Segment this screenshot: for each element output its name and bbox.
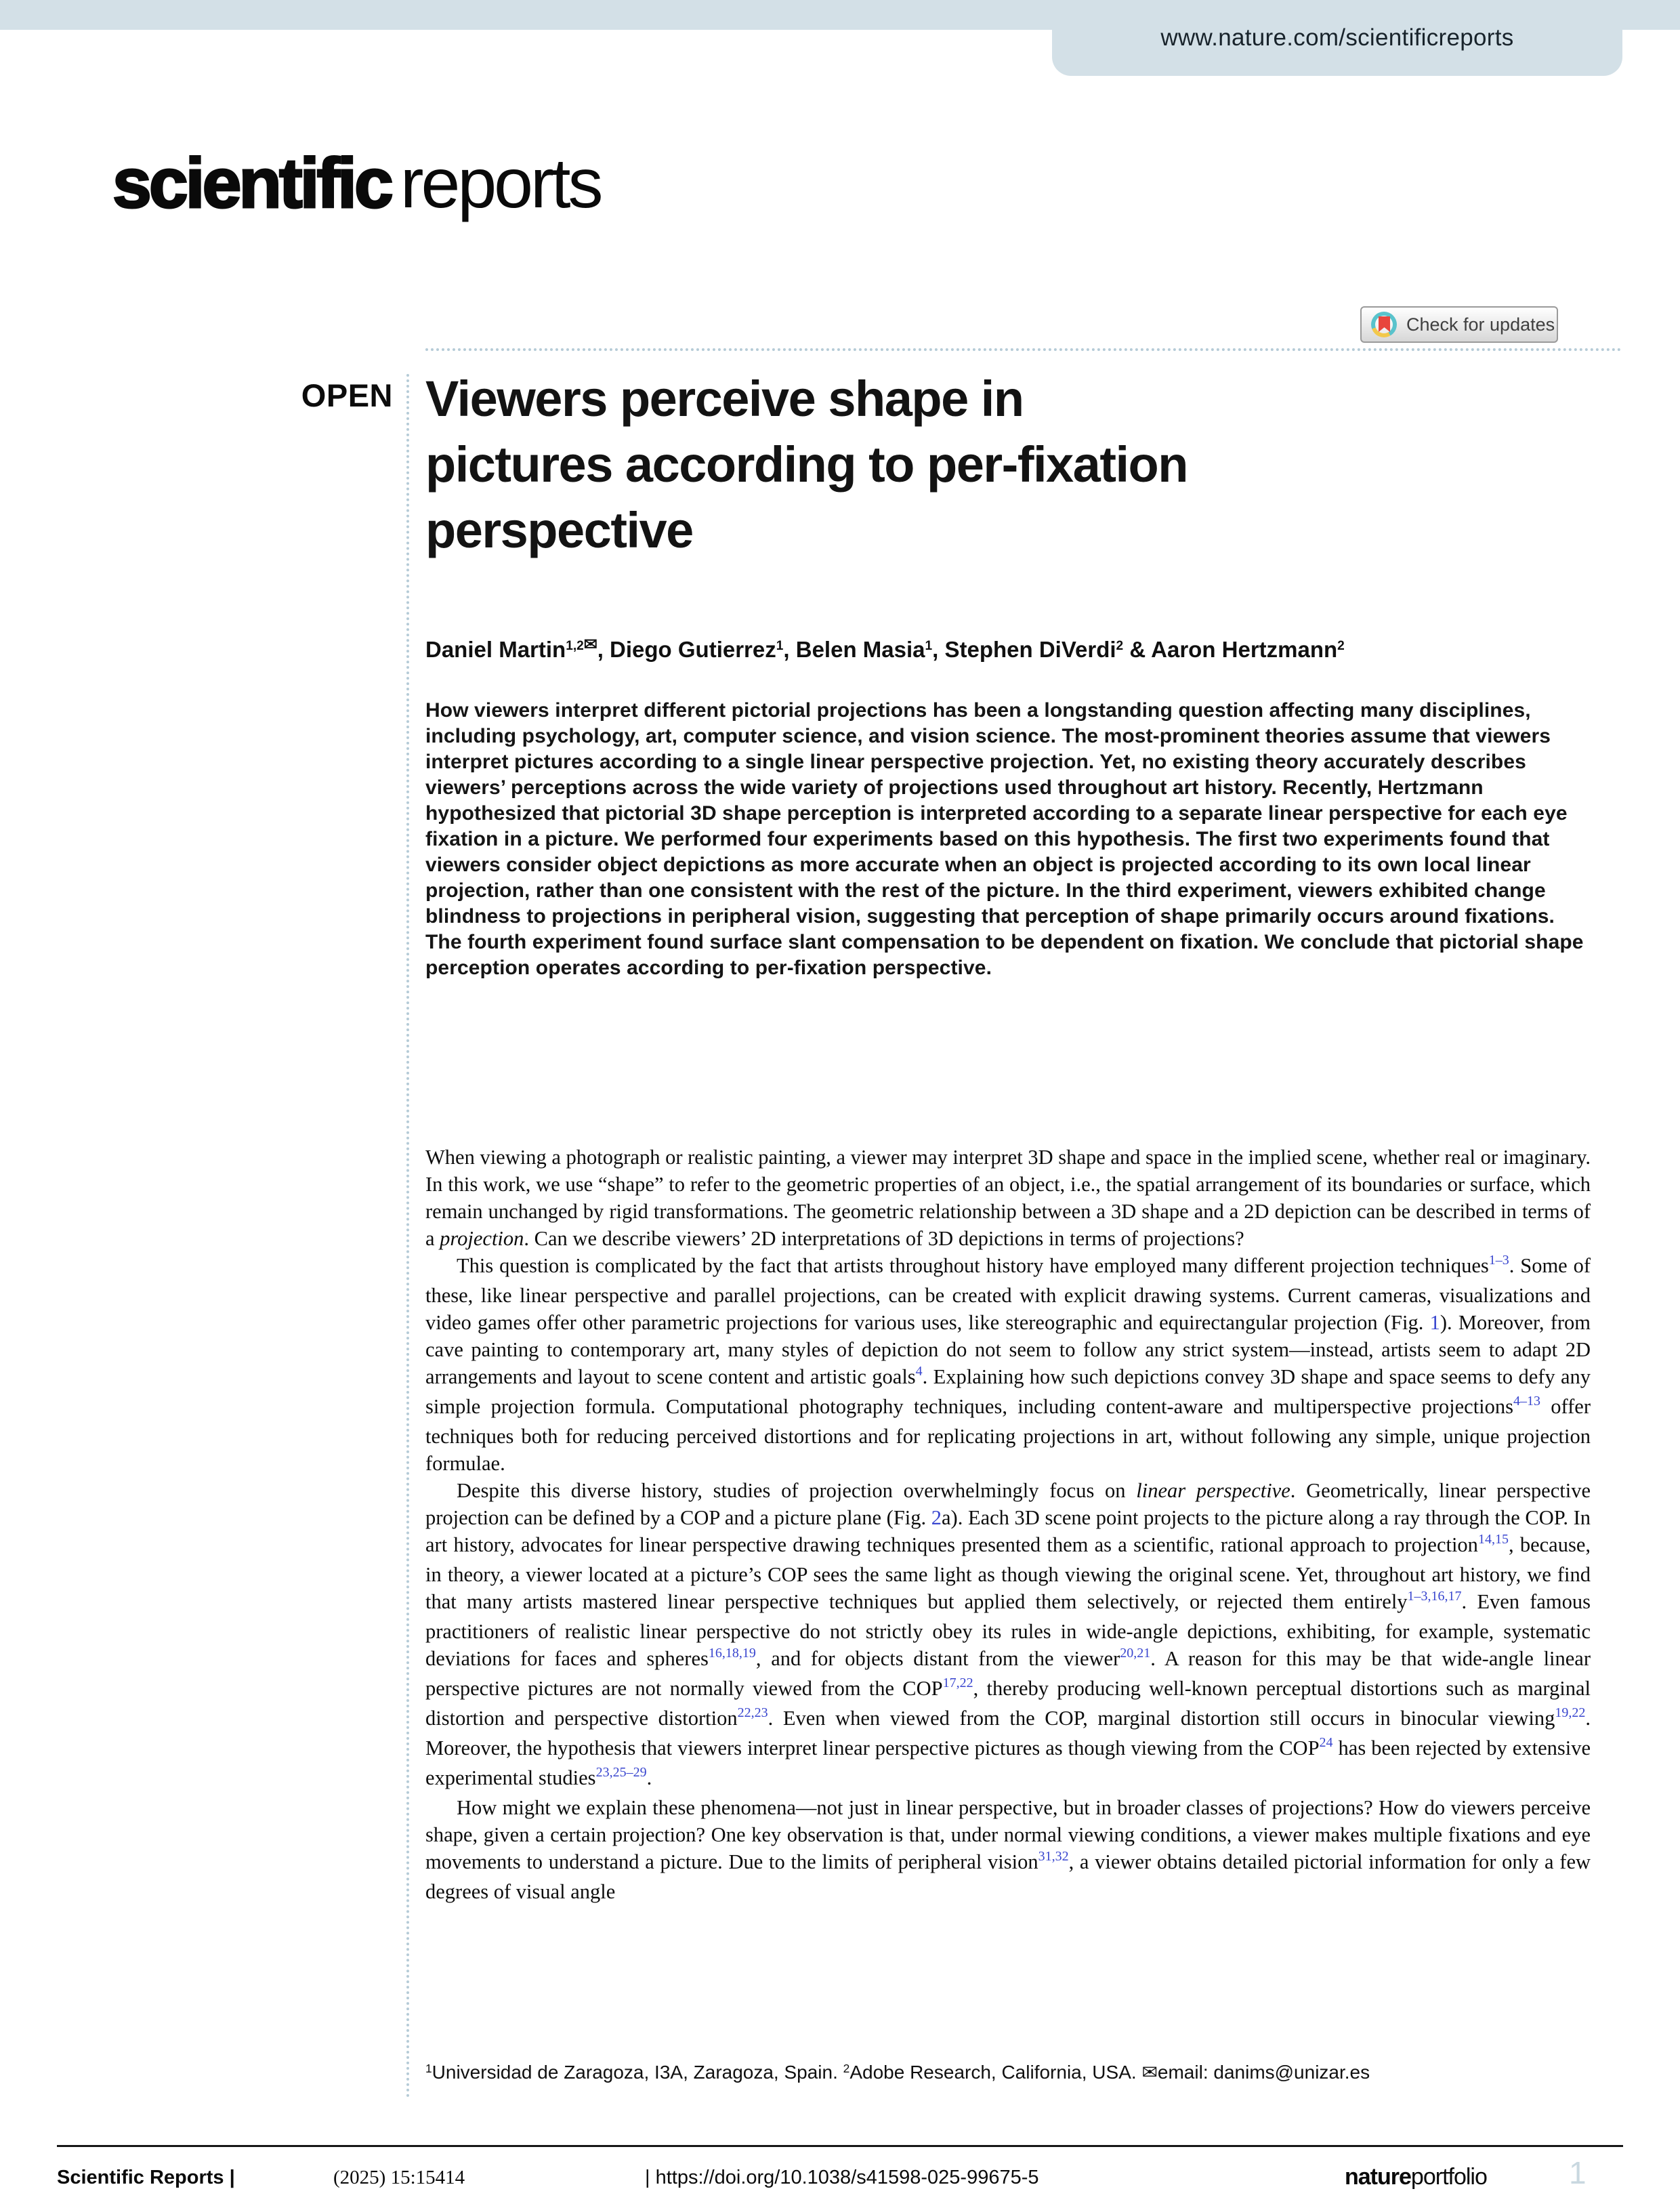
citation-link[interactable]: 4 [915,1364,923,1379]
vertical-dotted-rule [406,374,409,2099]
citation-link[interactable]: 24 [1319,1735,1333,1750]
title-line-2: pictures according to per-fixation [425,436,1188,493]
abstract-text: How viewers interpret different pictorial projections has been a longstanding question affecting many disciplines, including psychology, art, computer science, and vision science. The most-prominent theories assume that viewers interpret pictures according to a single linear perspective projection. Yet, no existing theory accurately describes viewers’ perceptions across the wide variety of projections used throughout art history. Recently, Hertzmann hypothesized that pictorial 3D shape perception is interpreted according to a separate linear perspective for each eye fixation in a picture. We performed four experiments based on this hypothesis. The first two experiments found that viewers consider object depictions as more accurate when an object is projected according to its own local linear projection, rather than one consistent with the rest of the picture. In the third experiment, viewers exhibited change blindness to projections in peripheral vision, suggesting that perception of shape primarily occurs around fixations. The fourth experiment found surface slant compensation to be dependent on fixation. We conclude that pictorial shape perception operates according to per-fixation perspective. [425,699,1584,979]
superscript-label: 2 [843,2062,850,2076]
body-paragraph [425,1144,1591,1252]
body-paragraph [425,1477,1591,1794]
text-segment: ). Moreover, from cave painting to contemporary art, many styles of depiction do not seem to follow any strict system—instead, artists seem to adapt 2D arrangements and layout to scene content and artistic goals [425,1311,1591,1388]
text-segment: . Moreover, the hypothesis that viewers interpret linear perspective pictures as though viewing from the COP [425,1707,1591,1759]
text-segment: , a viewer obtains detailed pictorial information for only a few degrees of visual angle [425,1850,1591,1903]
text-segment: offer techniques both for reducing perceived distortions and for replicating projections in art, without following any simple, unique projection formulae. [425,1395,1591,1475]
text-segment: When viewing a photograph or realistic painting, a viewer may interpret 3D shape and space in the implied scene, whether real or imaginary. In this work, we use “shape” to refer to the geometric properties of an object, i.e., the spatial arrangement of its boundaries or surface, which remain unchanged by rigid transformations. The geometric relationship between a 3D shape and a 2D depiction can be described in terms of a [425,1146,1591,1250]
text-segment: , thereby producing well-known perceptual distortions such as marginal distortion and perspective distortion [425,1677,1591,1730]
text-segment: Daniel Martin [425,637,566,662]
body-paragraph [425,1252,1591,1477]
text-segment: Despite this diverse history, studies of projection overwhelmingly focus on [457,1479,1137,1502]
text-segment: . A reason for this may be that wide-angle linear perspective pictures are not normally viewed from the COP [425,1647,1591,1700]
text-segment: This question is complicated by the fact that artists throughout history have employed many different projection techniques [457,1254,1489,1277]
citation-link[interactable]: 19,22 [1555,1705,1586,1720]
horizontal-dotted-separator [425,348,1622,351]
superscript-label: 1 [425,2062,432,2076]
envelope-icon[interactable]: ✉ [583,636,597,654]
citation-link[interactable]: 23,25–29 [595,1765,647,1780]
emphasis-text: linear perspective [1136,1479,1290,1502]
text-segment: , Diego Gutierrez [597,637,776,662]
text-segment: Adobe Research, California, USA. [849,2062,1142,2083]
nature-portfolio-logo [1345,2164,1487,2190]
title-line-3: perspective [425,502,693,558]
text-segment: . Some of these, like linear perspective and parallel projections, can be created with explicit drawing systems. Current cameras, visualizations and video games offer other parametric projections for various uses, like stereographic and equirectangular projection (Fig. [425,1254,1591,1334]
figure-link[interactable]: 1 [1429,1311,1440,1334]
envelope-icon: ✉ [1141,2062,1158,2083]
superscript-label: 1 [925,639,933,654]
figure-link[interactable]: 2 [931,1506,942,1529]
open-access-label: OPEN [301,377,393,413]
footer-rule [57,2145,1623,2147]
crossmark-icon [1371,312,1397,337]
citation-link[interactable]: 17,22 [942,1675,973,1690]
journal-url[interactable]: www.nature.com/scientificreports [1160,24,1514,51]
superscript-label: 1 [776,639,784,654]
check-for-updates-button[interactable] [1360,306,1558,343]
title-line-1: Viewers perceive shape in [425,371,1024,427]
page-number: 1 [1569,2155,1587,2190]
citation-link[interactable]: 14,15 [1477,1532,1509,1547]
brand-bold-word: nature [1345,2164,1411,2190]
citation-link[interactable]: 22,23 [737,1705,768,1720]
text-segment: , Stephen DiVerdi [932,637,1116,662]
superscript-label: 2 [1116,639,1124,654]
emphasis-text: projection [440,1227,524,1250]
article-body [425,1144,1591,1905]
affiliations-line [425,2060,1593,2087]
citation-link[interactable]: 31,32 [1038,1849,1069,1864]
text-segment: . Geometrically, linear perspective projection can be defined by a COP and a picture plane (Fig. [425,1479,1591,1529]
logo-light-word: reports [400,144,601,223]
text-segment: How might we explain these phenomena—not just in linear perspective, but in broader classes of projections? How do viewers perceive shape, given a certain projection? One key observation is that, under normal viewing conditions, a viewer makes multiple fixations and eye movements to understand a picture. Due to the limits of peripheral vision [425,1796,1591,1873]
text-segment: , Belen Masia [783,637,925,662]
text-segment: , because, in theory, a viewer located at a picture’s COP sees the same light as though viewing the original scene. Yet, throughout art history, we find that many artists mastered linear perspective techniques but applied them selectively, or rejected them entirely [425,1533,1591,1613]
text-segment: a). Each 3D scene point projects to the picture along a ray through the COP. In art history, advocates for linear perspective drawing techniques presented them as a scientific, rational approach to projection [425,1506,1591,1556]
citation-link[interactable]: 1–3,16,17 [1407,1589,1462,1604]
text-segment: & Aaron Hertzmann [1123,637,1338,662]
footer-doi-link[interactable]: | https://doi.org/10.1038/s41598-025-99675-5 [645,2167,1039,2188]
citation-link[interactable]: 1–3 [1488,1253,1509,1268]
text-segment: email: [1157,2062,1214,2083]
citation-link[interactable]: 4–13 [1513,1394,1541,1409]
text-segment: . Even when viewed from the COP, marginal distortion still occurs in binocular viewing [768,1707,1555,1730]
brand-light-word: portfolio [1410,2164,1487,2190]
email-link[interactable]: danims@unizar.es [1213,2062,1370,2083]
citation-link[interactable]: 16,18,19 [708,1646,756,1661]
article-title [425,366,1645,563]
text-segment: . [646,1766,652,1789]
logo-bold-word: scientific [112,144,391,223]
body-paragraph [425,1794,1591,1905]
footer-issue-info: (2025) 15:15414 [333,2167,465,2188]
citation-link[interactable]: 20,21 [1120,1646,1151,1661]
journal-logo [112,144,601,224]
text-segment: has been rejected by extensive experimental studies [425,1736,1591,1789]
superscript-label: 1,2 [566,639,584,654]
text-segment: . Explaining how such depictions convey 3D shape and space seems to defy any simple projection formula. Computational photography techniques, including content-aware and multiperspective projections [425,1365,1591,1418]
text-segment: , and for objects distant from the viewer [755,1647,1120,1670]
journal-url-banner[interactable] [1052,0,1622,76]
check-for-updates-label: Check for updates [1406,314,1555,335]
text-segment: Universidad de Zaragoza, I3A, Zaragoza, Spain. [432,2062,843,2083]
text-segment: . Even famous practitioners of realistic linear perspective do not strictly obey its rules in wide-angle depictions, exhibiting, for example, systematic deviations for faces and spheres [425,1590,1591,1670]
footer-journal-name: Scientific Reports | [57,2167,235,2188]
text-segment: . Can we describe viewers’ 2D interpretations of 3D depictions in terms of projections? [524,1227,1244,1250]
superscript-label: 2 [1337,639,1345,654]
author-list [425,637,1618,663]
